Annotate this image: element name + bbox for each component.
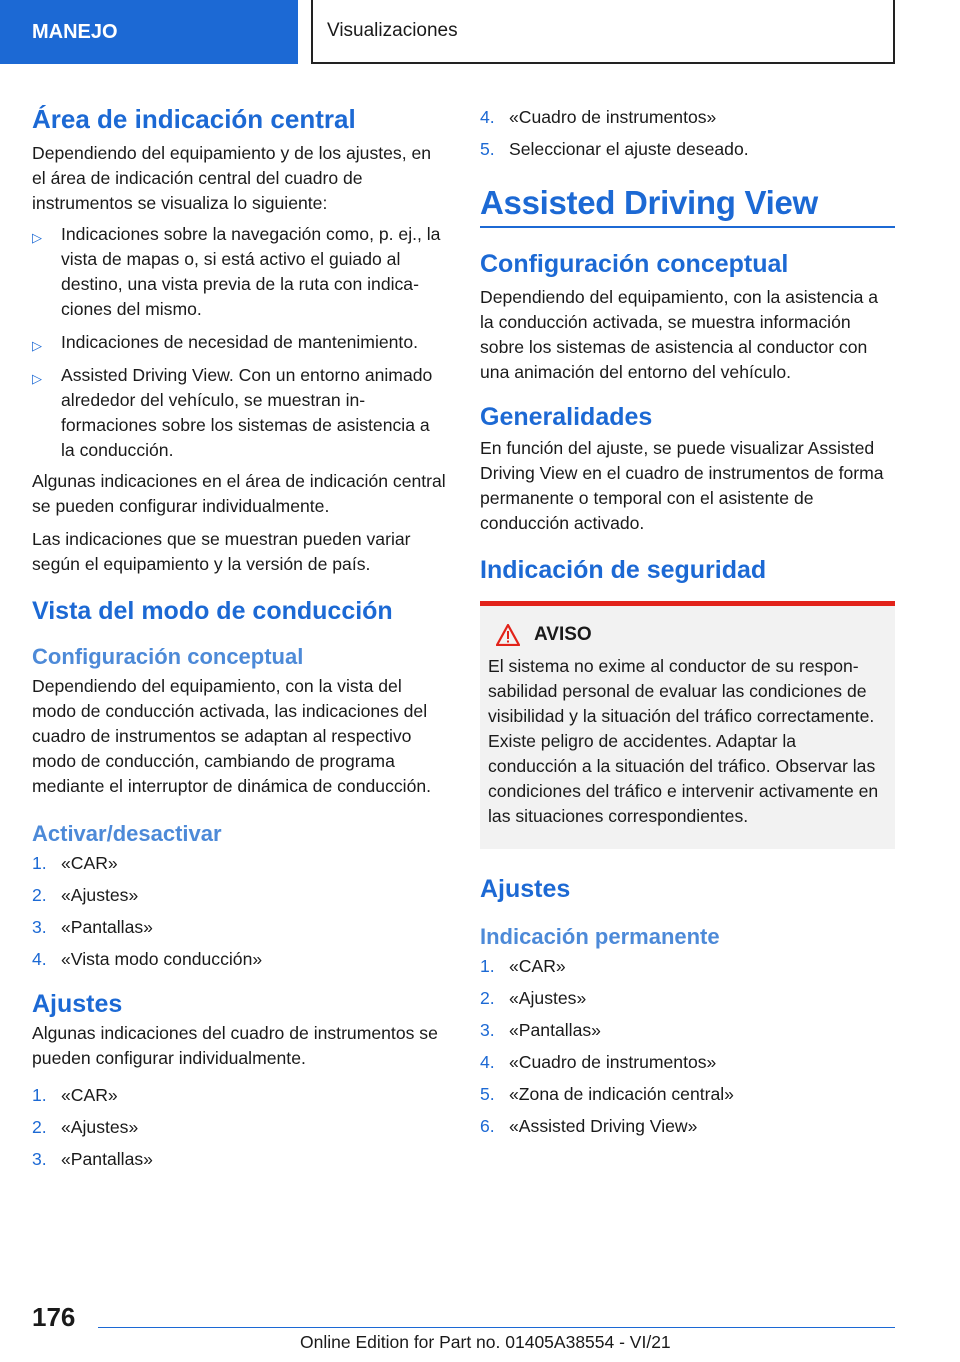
list-item: 2. «Ajustes»	[32, 885, 139, 905]
heading-config-conceptual: Configuración conceptual	[32, 644, 304, 669]
paragraph-concept-right: Dependiendo del equipamiento, con la asistencia a la conducción activada, se muestra información sobre los sistemas de asistencia al conductor con una animación del entorno del vehículo.	[480, 287, 879, 382]
footer-rule	[98, 1327, 895, 1328]
steps-activar	[32, 851, 447, 972]
heading-indicacion-permanente: Indicación permanente	[480, 924, 720, 949]
list-item: 1. «CAR»	[32, 853, 118, 873]
heading-ajustes: Ajustes	[32, 990, 123, 1018]
list-item: 4. «Vista modo conducción»	[32, 949, 263, 969]
right-column	[480, 100, 895, 1146]
list-item: 2. «Ajustes»	[480, 988, 587, 1008]
paragraph-vary: Las indicaciones que se muestran pueden variar según el equipamiento y la versión de país.	[32, 529, 411, 574]
warning-box	[480, 601, 895, 849]
steps-permanente	[480, 954, 895, 1139]
list-item: 4. «Cuadro de instrumentos»	[480, 107, 717, 127]
heading-ajustes-right: Ajustes	[480, 875, 571, 903]
list-item: 3. «Pantallas»	[32, 917, 153, 937]
paragraph-area: Dependiendo del equipamiento y de los ajustes, en el área de indicación central del cuadro de instrumentos se visualiza lo siguiente:	[32, 143, 432, 213]
paragraph-config: Algunas indicaciones en el área de indicación central se pueden configurar individualmente.	[32, 471, 446, 516]
warning-header	[488, 624, 887, 646]
list-item: 3. «Pantallas»	[32, 1149, 153, 1169]
list-item: ▷ Assisted Driving View. Con un entorno animado alrededor del vehículo, se muestran informaciones sobre los sistemas de asistencia a la conducción.	[32, 365, 433, 460]
list-item: ▷ Indicaciones de necesidad de mantenimiento.	[32, 330, 447, 355]
heading-assisted-driving-view: Assisted Driving View	[480, 184, 818, 221]
section-title: Visualizaciones	[327, 20, 458, 41]
section-heading-rule	[480, 184, 895, 228]
heading-vista-modo: Vista del modo de conducción	[32, 597, 393, 625]
list-item: 6. «Assisted Driving View»	[480, 1116, 698, 1136]
list-item: 2. «Ajustes»	[32, 1117, 139, 1137]
chapter-tab	[0, 0, 298, 64]
warning-title: AVISO	[534, 624, 592, 645]
list-item: 3. «Pantallas»	[480, 1020, 601, 1040]
edition-note: Online Edition for Part no. 01405A38554 - VI/21	[300, 1332, 671, 1352]
heading-area-central: Área de indicación central	[32, 104, 356, 134]
page-number: 176	[32, 1302, 76, 1332]
heading-indicacion-seguridad: Indicación de seguridad	[480, 556, 767, 584]
bullet-list	[32, 222, 447, 463]
paragraph-concept: Dependiendo del equipamiento, con la vista del modo de conducción activada, las indicaciones del cuadro de instrumentos se adaptan al respectivo modo de conducción, cambiando de programa mediante el interruptor de dinámica de conducción.	[32, 676, 432, 796]
triangle-bullet-icon: ▷	[32, 371, 42, 386]
paragraph-ajustes: Algunas indicaciones del cuadro de instrumentos se pueden configurar individualmente.	[32, 1023, 438, 1068]
chapter-title: MANEJO	[32, 20, 118, 43]
warning-triangle-icon	[496, 624, 520, 646]
steps-ajustes	[32, 1083, 447, 1172]
list-item: 1. «CAR»	[480, 956, 566, 976]
list-item: 5. «Zona de indicación central»	[480, 1084, 734, 1104]
list-item: 5. Seleccionar el ajuste deseado.	[480, 139, 749, 159]
triangle-bullet-icon: ▷	[32, 338, 42, 353]
steps-continued	[480, 105, 895, 162]
list-item: ▷ Indicaciones sobre la navegación como, p. ej., la vista de mapas o, si está activo el guiado al destino, una vista previa de la ruta con indicaciones del mismo.	[32, 224, 441, 319]
paragraph-generalidades: En función del ajuste, se puede visualizar Assisted Driving View en el cuadro de instrumentos de forma permanente o temporal con el asistente de conducción activado.	[480, 438, 884, 533]
heading-generalidades: Generalidades	[480, 403, 653, 431]
left-column	[32, 100, 447, 1179]
list-item: 1. «CAR»	[32, 1085, 118, 1105]
heading-config-conceptual-right: Configuración conceptual	[480, 250, 789, 278]
section-tab	[311, 0, 895, 64]
triangle-bullet-icon: ▷	[32, 230, 42, 245]
heading-activar: Activar/desactivar	[32, 821, 222, 846]
warning-text: El sistema no exime al conductor de su responsabilidad personal de evaluar las condiciones de visibilidad y la situación del tráfico correctamente. Existe peligro de accidentes. Adaptar la conducción a la situación del tráfico. Observar las condiciones del tráfico e intervenir activamente en las situaciones correspondientes.	[488, 656, 879, 826]
list-item: 4. «Cuadro de instrumentos»	[480, 1052, 717, 1072]
